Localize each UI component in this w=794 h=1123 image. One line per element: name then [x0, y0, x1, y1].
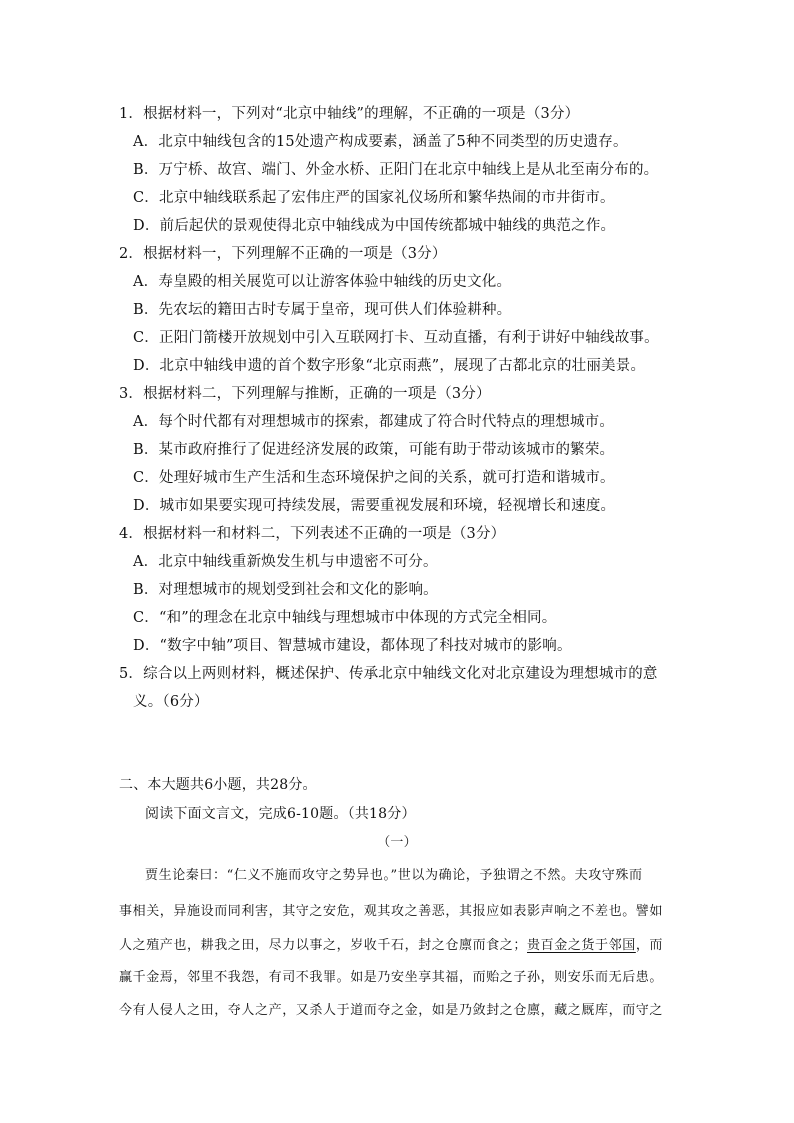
question-2-option-d: D．北京中轴线申遗的首个数字形象“北京雨燕”，展现了古都北京的壮丽美景。: [133, 358, 646, 374]
question-1-option-a: A．北京中轴线包含的15处遗产构成要素，涵盖了5种不同类型的历史遗存。: [133, 134, 628, 150]
passage-part-label: （一）: [377, 835, 417, 850]
passage-line-4: 赢千金焉，邻里不我怨，有司不我罪。如是乃安坐享其福，而贻之子孙，则安乐而无后患。: [119, 970, 664, 985]
section-intro: 阅读下面文言文，完成6-10题。（共18分）: [145, 806, 416, 822]
question-4-option-b: B．对理想城市的规划受到社会和文化的影响。: [133, 582, 438, 598]
question-4-stem: 4．根据材料一和材料二，下列表述不正确的一项是（3分）: [119, 526, 506, 542]
question-3-option-d: D．城市如果要实现可持续发展，需要重视发展和环境，轻视增长和速度。: [133, 498, 616, 514]
question-2-stem: 2．根据材料一，下列理解不正确的一项是（3分）: [119, 246, 447, 262]
question-5-stem: 5．综合以上两则材料，概述保护、传承北京中轴线文化对北京建设为理想城市的意: [119, 666, 658, 682]
passage-line-5: 今有人侵人之田，夺人之产，又杀人于道而夺之金，如是乃敛封之仓廪，藏之厩库，而守之: [119, 1003, 664, 1018]
question-4-option-d: D．“数字中轴”项目、智慧城市建设，都体现了科技对城市的影响。: [133, 638, 572, 654]
question-5-stem-continued: 义。（6分）: [133, 694, 209, 710]
underlined-phrase: 贵百金之货于邻国: [527, 938, 636, 953]
question-3-option-b: B．某市政府推行了促进经济发展的政策，可能有助于带动该城市的繁荣。: [133, 442, 615, 458]
question-3-option-a: A．每个时代都有对理想城市的探索，都建成了符合时代特点的理想城市。: [133, 414, 615, 430]
passage-line-1: 贾生论秦曰：“仁义不施而攻守之势异也。”世以为确论，予独谓之不然。夫攻守殊而: [145, 868, 643, 883]
passage-line-3-tail: ，而: [635, 938, 664, 953]
question-2-option-a: A．寿皇殿的相关展览可以让游客体验中轴线的历史文化。: [133, 274, 512, 290]
question-4-option-c: C．“和”的理念在北京中轴线与理想城市中体现的方式完全相同。: [133, 610, 557, 626]
question-3-stem: 3．根据材料二，下列理解与推断，正确的一项是（3分）: [119, 386, 491, 402]
question-3-option-c: C．处理好城市生产生活和生态环境保护之间的关系，就可打造和谐城市。: [133, 470, 615, 486]
question-1-option-b: B．万宁桥、故宫、端门、外金水桥、正阳门在北京中轴线上是从北至南分布的。: [133, 162, 659, 178]
passage-line-3-text: 人之殖产也，耕我之田，尽力以事之，岁收千石，封之仓廪而食之；: [119, 938, 528, 953]
question-4-option-a: A．北京中轴线重新焕发生机与申遗密不可分。: [133, 554, 438, 570]
question-1-option-d: D．前后起伏的景观使得北京中轴线成为中国传统都城中轴线的典范之作。: [133, 218, 616, 234]
question-1-stem: 1．根据材料一，下列对“北京中轴线”的理解，不正确的一项是（3分）: [119, 106, 580, 122]
section-heading: 二、本大题共6小题，共28分。: [119, 777, 317, 793]
passage-line-3: [119, 937, 663, 955]
passage-line-2: 事相关，异施设而同利害，其守之安危，观其攻之善恶，其报应如表影声响之不差也。譬如: [119, 904, 664, 919]
question-1-option-c: C．北京中轴线联系起了宏伟庄严的国家礼仪场所和繁华热闹的市井街市。: [133, 190, 615, 206]
question-2-option-c: C．正阳门箭楼开放规划中引入互联网打卡、互动直播，有利于讲好中轴线故事。: [133, 330, 659, 346]
question-2-option-b: B．先农坛的籍田古时专属于皇帝，现可供人们体验耕种。: [133, 302, 512, 318]
